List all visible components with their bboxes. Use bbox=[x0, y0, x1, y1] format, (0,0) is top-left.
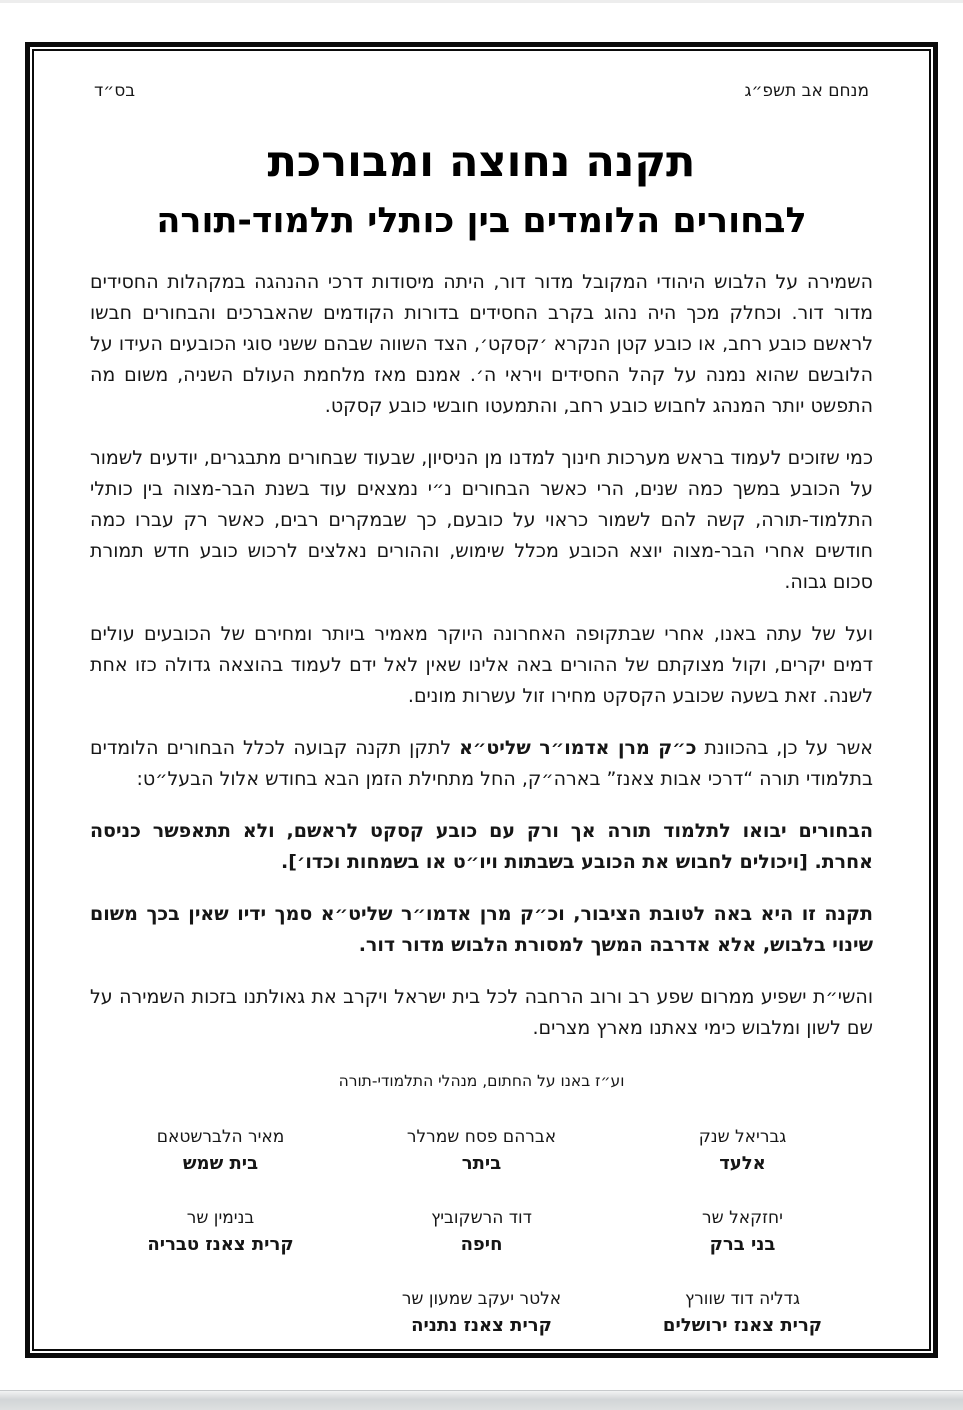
document-content bbox=[34, 51, 929, 1349]
signature-cell bbox=[612, 1205, 873, 1259]
date-text: מנחם אב תשפ״ג bbox=[744, 81, 869, 101]
paragraph-4-bold: כ״ק מרן אדמו״ר שליט״א bbox=[459, 736, 697, 759]
paragraph-1: השמירה על הלבוש היהודי המקובל מדור דור, היתה מיסודות דרכי ההנהגה במקהלות החסידים מדור דור. וכחלק מכך היה נהוג בקרב החסידים בדורות הקודמים שהאברכים והבחורים חבשו לראשם כובע רחב, או כובע קטן הנקרא ׳קסקט׳, הצד השווה שבהם ששני סוגי הכובעים העידו על הלובשם שהוא נמנה על קהל החסידים ויראי ה׳. אמנם מאז מלחמת העולם השניה, משום מה התפשט יותר המנהג לחבוש כובע רחב, והתמעטו חובשי כובע קסקט. bbox=[90, 270, 873, 417]
paragraph-7: והשי״ת ישפיע ממרום שפע רב ורוב הרחבה לכל בית ישראל ויקרב את גאולתנו בזכות השמירה על שם לשון ומלבוש כימי צאתנו מארץ מצרים. bbox=[90, 985, 873, 1039]
signature-name: דוד הרשקוביץ bbox=[431, 1207, 532, 1228]
viewer-bottom-bar bbox=[0, 1390, 963, 1410]
paragraph-2: כמי שזוכים לעמוד בראש מערכות חינוך למדנו מן הניסיון, שבעוד שבחורים מתבגרים, יודעים לשמור על הכובע במשך כמה שנים, הרי כאשר הבחורים נ״י נמצאים עוד בשנת הבר-מצוה בין כותלי התלמוד-תורה, קשה להם לשמור כראוי על כובעם, כך שבמקרים רבים, כאשר רק עברו כמה חודשים אחרי הבר-מצוה יוצא הכובע מכלל שימוש, וההורים נאלצים לרכוש כובע חדש תמורת סכום גבוה. bbox=[90, 446, 873, 593]
paragraph-4 bbox=[90, 733, 873, 795]
signature-city: בית שמש bbox=[182, 1152, 259, 1174]
signature-city: אלעד bbox=[719, 1152, 766, 1174]
signature-name: מאיר הלברשטאם bbox=[156, 1126, 285, 1147]
signature-name: אלטר יעקב שמעון שר bbox=[401, 1288, 562, 1309]
paragraph-5-bold: הבחורים יבואו לתלמוד תורה אך ורק עם כובע קסקט לראשם, ולא תתאפשר כניסה אחרת. [ויכולים לחבוש את הכובע בשבתות ויו״ט או בשמחות וכדו׳]. bbox=[90, 819, 873, 873]
signoff-line: וע״ז באנו על החתום, מנהלי התלמודי-תורה bbox=[338, 1071, 625, 1090]
signature-city: ביתר bbox=[461, 1152, 502, 1174]
paragraph-4-post: לתקן תקנה קבועה לכלל הבחורים הלומדים בתלמודי תורה “דרכי אבות צאנז” בארה״ק, החל מתחילת הזמן הבא בחודש אלול הבעל״ט: bbox=[90, 736, 873, 790]
signature-name: גבריאל שנק bbox=[698, 1126, 787, 1147]
signature-city: בני ברק bbox=[709, 1233, 776, 1255]
paragraph-6-bold: תקנה זו היא באה לטובת הציבור, וכ״ק מרן אדמו״ר שליט״א סמך ידיו שאין בכך משום שינוי בלבוש, אלא אדרבה המשך למסורת הלבוש מדור דור. bbox=[90, 902, 873, 956]
besd-text: בס״ד bbox=[94, 81, 136, 101]
body-block bbox=[90, 267, 873, 1044]
signature-cell bbox=[351, 1124, 612, 1178]
paragraph-4-pre: אשר על כן, בהכוונת bbox=[696, 736, 873, 759]
signatures-grid bbox=[90, 1124, 873, 1340]
document-inner-border bbox=[32, 49, 931, 1351]
title-block bbox=[90, 139, 873, 241]
signature-name: גדליה דוד שוורץ bbox=[685, 1288, 800, 1309]
signature-city: קרית צאנז נתניה bbox=[411, 1314, 552, 1336]
signature-name: יחזקאל שר bbox=[702, 1207, 783, 1228]
signature-city: חיפה bbox=[460, 1233, 503, 1255]
signature-name: אברהם פסח שמרלר bbox=[406, 1126, 557, 1147]
signature-cell bbox=[612, 1124, 873, 1178]
title-line-2: לבחורים הלומדים בין כותלי תלמוד-תורה bbox=[156, 201, 807, 242]
signature-cell bbox=[612, 1286, 873, 1340]
viewer-top-divider bbox=[0, 0, 963, 3]
title-line-1: תקנה נחוצה ומבורכת bbox=[267, 137, 696, 187]
signature-cell bbox=[351, 1205, 612, 1259]
document-header bbox=[90, 81, 873, 101]
document-frame bbox=[25, 42, 938, 1358]
signature-cell-empty bbox=[90, 1286, 351, 1340]
signature-name: בנימין שר bbox=[186, 1207, 255, 1228]
signature-cell bbox=[351, 1286, 612, 1340]
signature-cell bbox=[90, 1205, 351, 1259]
paragraph-3: ועל של עתה באנו, אחרי שבתקופה האחרונה היוקר מאמיר ביותר ומחירם של הכובעים עולים דמים יקרים, וקול מצוקתם של ההורים באה אלינו שאין לאל ידם לעמוד בהוצאה גדולה כזו אחת לשנה. זאת בשעה שכובע הקסקט מחירו זול עשרות מונים. bbox=[90, 622, 873, 707]
signature-cell bbox=[90, 1124, 351, 1178]
signature-city: קרית צאנז ירושלים bbox=[662, 1314, 823, 1336]
signature-city: קרית צאנז טבריה bbox=[147, 1233, 294, 1255]
